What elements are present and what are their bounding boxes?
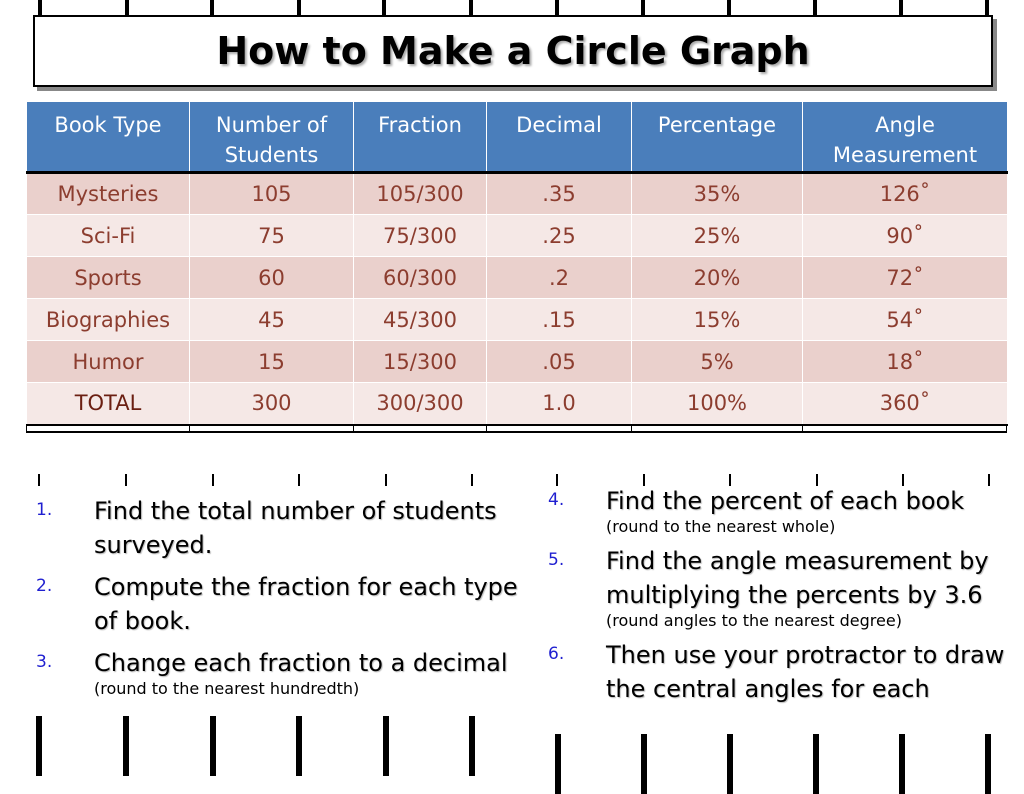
page-title: How to Make a Circle Graph xyxy=(216,29,810,73)
table-row xyxy=(27,257,1008,299)
table-cell: 54˚ xyxy=(803,299,1008,341)
table-cell: .05 xyxy=(487,341,632,383)
table-cell: 15 xyxy=(190,341,354,383)
table-cell: 75/300 xyxy=(354,215,487,257)
total-label: TOTAL xyxy=(27,383,190,425)
table-cell: 105 xyxy=(190,173,354,215)
decor-stripe xyxy=(36,716,42,776)
title-banner xyxy=(33,15,993,87)
table-cell: 100% xyxy=(632,383,803,425)
step-text: Compute the fraction for each type of book. xyxy=(94,573,518,635)
step-block xyxy=(606,544,1018,630)
step-number: 2. xyxy=(36,576,53,596)
table-cell: 105/300 xyxy=(354,173,487,215)
decor-tick xyxy=(298,474,300,486)
step-note: (round to the nearest hundredth) xyxy=(94,679,360,698)
decor-stripe xyxy=(641,734,647,794)
table-cell: .35 xyxy=(487,173,632,215)
table-cell: 35% xyxy=(632,173,803,215)
step-note: (round to the nearest whole) xyxy=(606,517,836,536)
table-header-row xyxy=(27,102,1008,173)
table-cell: 5% xyxy=(632,341,803,383)
step-number: 3. xyxy=(36,652,53,672)
table-cell: .25 xyxy=(487,215,632,257)
table-cell: .15 xyxy=(487,299,632,341)
header-fraction: Fraction xyxy=(354,102,487,173)
header-number-of-students: Number of Students xyxy=(190,102,354,173)
circle-graph-table xyxy=(26,101,1008,426)
decor-stripe xyxy=(727,734,733,794)
list-item xyxy=(548,544,1018,630)
step-number: 6. xyxy=(548,644,565,664)
table-bottom-strip xyxy=(26,425,1007,433)
table-cell: 60/300 xyxy=(354,257,487,299)
decor-stripe xyxy=(813,734,819,794)
decor-tick xyxy=(212,474,214,486)
table-cell: 18˚ xyxy=(803,341,1008,383)
table-cell: Sci-Fi xyxy=(27,215,190,257)
table-cell: 45/300 xyxy=(354,299,487,341)
step-text: Find the percent of each book xyxy=(606,487,965,515)
step-text: Find the total number of students surveyed. xyxy=(94,497,497,559)
table-cell: Humor xyxy=(27,341,190,383)
list-item xyxy=(548,484,1018,536)
step-number: 1. xyxy=(36,500,53,520)
step-number: 5. xyxy=(548,550,565,570)
decor-tick xyxy=(385,474,387,486)
decor-stripe xyxy=(555,734,561,794)
table-cell: 25% xyxy=(632,215,803,257)
decor-stripe xyxy=(899,734,905,794)
step-text: Change each fraction to a decimal xyxy=(94,649,508,677)
table-row xyxy=(27,215,1008,257)
table-cell: 45 xyxy=(190,299,354,341)
table-cell: Biographies xyxy=(27,299,190,341)
steps-list-right xyxy=(548,484,1018,714)
step-block xyxy=(94,646,508,698)
decor-tick xyxy=(38,474,40,486)
header-percentage: Percentage xyxy=(632,102,803,173)
table-cell: 300 xyxy=(190,383,354,425)
table-cell: 15% xyxy=(632,299,803,341)
table-cell: 90˚ xyxy=(803,215,1008,257)
table-cell: 360˚ xyxy=(803,383,1008,425)
table-cell: 20% xyxy=(632,257,803,299)
table-cell: .2 xyxy=(487,257,632,299)
step-text: Then use your protractor to draw the central angles for each xyxy=(606,641,1005,703)
table-cell: 126˚ xyxy=(803,173,1008,215)
table-cell: 75 xyxy=(190,215,354,257)
step-block xyxy=(606,484,964,536)
list-item xyxy=(36,494,536,562)
table-cell: Sports xyxy=(27,257,190,299)
steps-list-left xyxy=(36,494,536,706)
table-total-row xyxy=(27,383,1008,425)
table-cell: 1.0 xyxy=(487,383,632,425)
decor-stripe xyxy=(210,716,216,776)
table-row xyxy=(27,299,1008,341)
header-book-type: Book Type xyxy=(27,102,190,173)
decor-tick xyxy=(471,474,473,486)
list-item xyxy=(36,570,536,638)
step-note: (round angles to the nearest degree) xyxy=(606,611,902,630)
list-item xyxy=(548,638,1018,706)
list-item xyxy=(36,646,536,698)
table-cell: 300/300 xyxy=(354,383,487,425)
header-decimal: Decimal xyxy=(487,102,632,173)
table-cell: 60 xyxy=(190,257,354,299)
decor-tick xyxy=(125,474,127,486)
table-cell: 72˚ xyxy=(803,257,1008,299)
table-row xyxy=(27,173,1008,215)
decor-stripe xyxy=(296,716,302,776)
step-number: 4. xyxy=(548,490,565,510)
step-text: Find the angle measurement by multiplying the percents by 3.6 xyxy=(606,547,989,609)
table-row xyxy=(27,341,1008,383)
header-angle-measurement: Angle Measurement xyxy=(803,102,1008,173)
decor-stripe xyxy=(469,716,475,776)
decor-stripe xyxy=(383,716,389,776)
table-cell: 15/300 xyxy=(354,341,487,383)
decor-stripe xyxy=(985,734,991,794)
decor-stripe xyxy=(123,716,129,776)
table-cell: Mysteries xyxy=(27,173,190,215)
